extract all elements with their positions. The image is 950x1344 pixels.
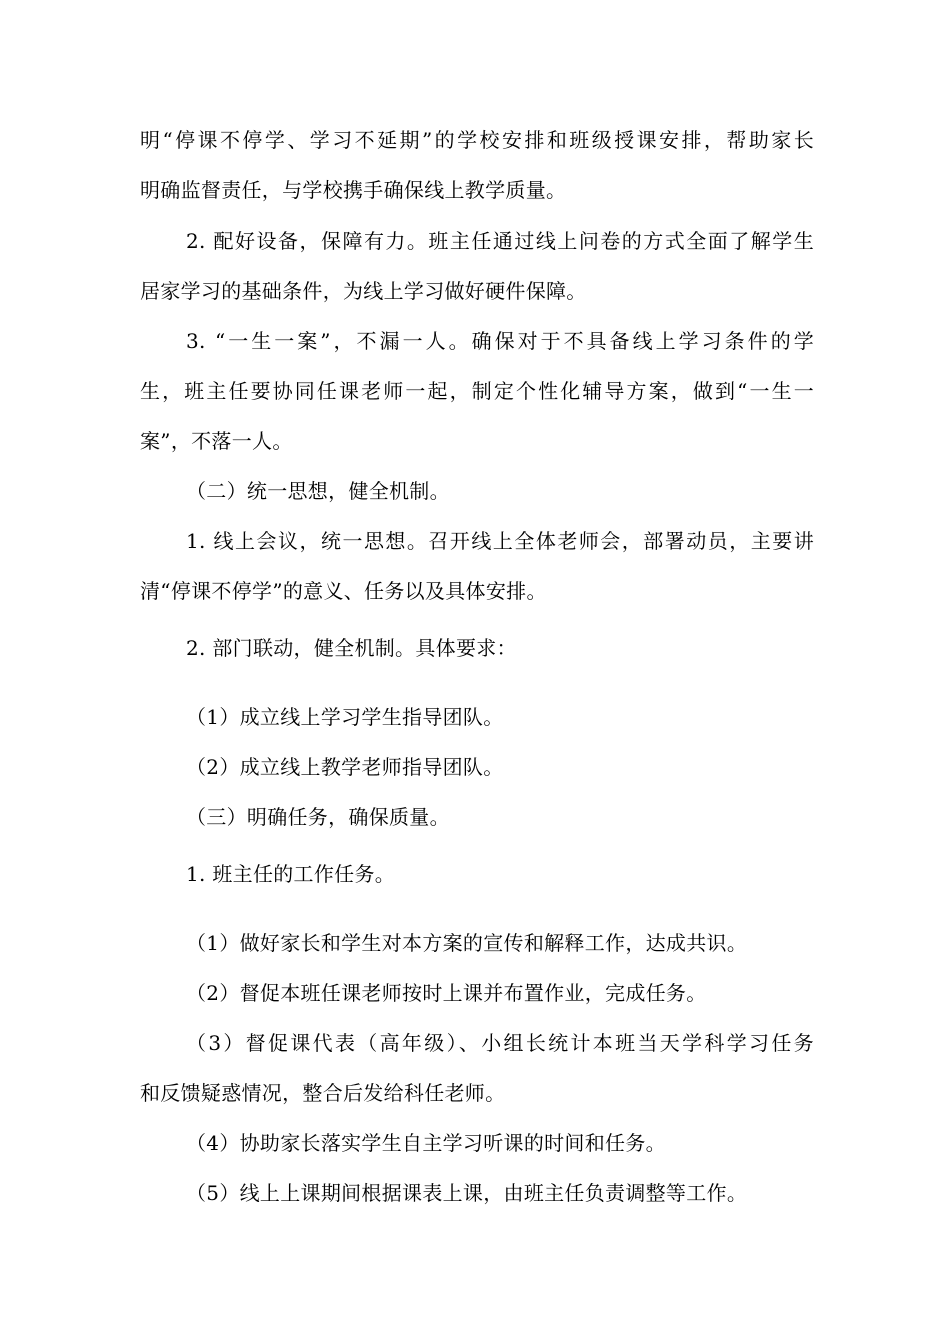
- section-heading: （二）统一思想，健全机制。: [186, 479, 450, 503]
- list-item: （4）协助家长落实学生自主学习听课的时间和任务。: [186, 1131, 666, 1155]
- paragraph-line: 案”，不落一人。: [140, 429, 293, 453]
- paragraph-line: 2. 部门联动，健全机制。具体要求：: [186, 636, 517, 660]
- paragraph-line: 清“停课不停学”的意义、任务以及具体安排。: [140, 579, 547, 603]
- paragraph-line: 明确监督责任，与学校携手确保线上教学质量。: [140, 178, 567, 202]
- paragraph-line: 生，班主任要协同任课老师一起，制定个性化辅导方案，做到“一生一: [140, 379, 814, 403]
- paragraph-line: 1. 班主任的工作任务。: [186, 862, 396, 886]
- section-heading: （三）明确任务，确保质量。: [186, 805, 450, 829]
- paragraph-line: 居家学习的基础条件，为线上学习做好硬件保障。: [140, 279, 587, 303]
- paragraph-line: 明“停课不停学、学习不延期”的学校安排和班级授课安排，帮助家长: [140, 128, 814, 152]
- list-item: （2）督促本班任课老师按时上课并布置作业，完成任务。: [186, 981, 707, 1005]
- paragraph-line: 和反馈疑惑情况，整合后发给科任老师。: [140, 1081, 506, 1105]
- list-item: （2）成立线上教学老师指导团队。: [186, 755, 504, 779]
- paragraph-line: 2. 配好设备，保障有力。班主任通过线上问卷的方式全面了解学生: [186, 229, 814, 253]
- paragraph-line: 3. “一生一案”，不漏一人。确保对于不具备线上学习条件的学: [186, 329, 814, 353]
- list-item: （3）督促课代表（高年级）、小组长统计本班当天学科学习任务: [186, 1031, 814, 1055]
- list-item: （1）成立线上学习学生指导团队。: [186, 705, 504, 729]
- paragraph-line: 1. 线上会议，统一思想。召开线上全体老师会，部署动员，主要讲: [186, 529, 814, 553]
- list-item: （5）线上上课期间根据课表上课，由班主任负责调整等工作。: [186, 1181, 748, 1205]
- list-item: （1）做好家长和学生对本方案的宣传和解释工作，达成共识。: [186, 931, 748, 955]
